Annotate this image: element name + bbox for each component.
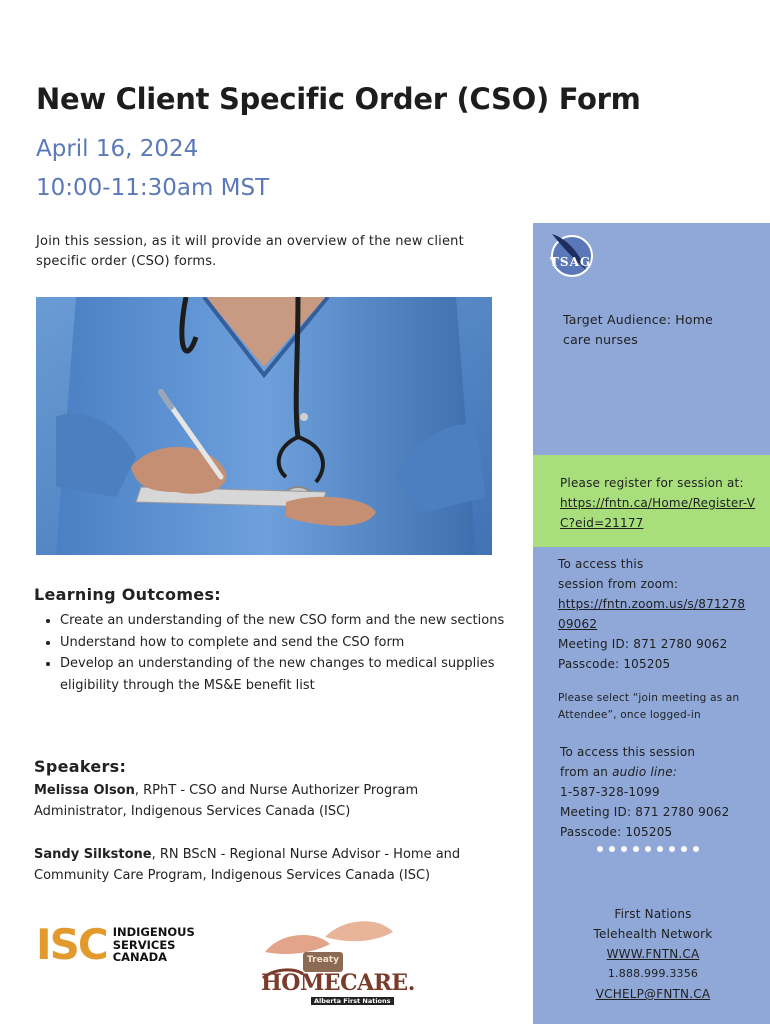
org-name-line1: First Nations xyxy=(614,907,692,921)
register-link[interactable]: https://fntn.ca/Home/Register-VC?eid=21177 xyxy=(560,496,756,530)
audio-info xyxy=(560,742,765,842)
zoom-meeting-id: Meeting ID: 871 2780 9062 xyxy=(558,637,728,651)
homecare-treaty-text: Treaty xyxy=(307,955,339,965)
zoom-passcode: Passcode: 105205 xyxy=(558,657,671,671)
isc-logo-line: CANADA xyxy=(112,950,168,965)
audio-phone: 1-587-328-1099 xyxy=(560,785,660,799)
speaker-name: Sandy Silkstone xyxy=(34,847,152,862)
registration-info xyxy=(560,473,760,533)
isc-logo-abbr: ISC xyxy=(36,920,107,969)
register-label: Please register for session at: xyxy=(560,476,744,490)
fntn-contact xyxy=(563,904,743,1004)
org-phone: 1.888.999.3356 xyxy=(607,967,699,980)
org-name-line2: Telehealth Network xyxy=(593,927,713,941)
session-time: 10:00-11:30am MST xyxy=(36,175,270,201)
tsag-logo xyxy=(540,228,604,278)
zoom-info xyxy=(558,554,763,674)
speaker-details: , RPhT - CSO and Nurse Authorizer Program Administrator, Indigenous Services Canada (ISC) xyxy=(34,783,419,819)
list-item: • Develop an understanding of the new changes to medical supplies eligibility through the MS&E benefit list xyxy=(60,653,530,696)
homecare-word: HOMECARE. xyxy=(261,970,415,996)
target-audience: Target Audience: Home care nurses xyxy=(563,312,714,347)
page-title: New Client Specific Order (CSO) Form xyxy=(36,82,641,116)
zoom-label: To access this session from zoom: xyxy=(558,557,679,591)
learning-outcomes-list xyxy=(34,610,530,696)
attendee-note: Please select “join meeting as an Attendee”, once logged-in xyxy=(558,692,740,721)
speaker-entry xyxy=(34,844,514,886)
learning-outcomes-heading: Learning Outcomes: xyxy=(34,585,221,604)
audio-label-em: audio line: xyxy=(612,765,678,779)
speakers-heading: Speakers: xyxy=(34,757,127,776)
audio-meeting-id: Meeting ID: 871 2780 9062 xyxy=(560,805,730,819)
isc-logo-line: SERVICES xyxy=(112,937,176,952)
audio-passcode: Passcode: 105205 xyxy=(560,825,673,839)
nurse-photo xyxy=(36,297,492,555)
dot-divider xyxy=(597,846,699,852)
homecare-subtitle: Alberta First Nations xyxy=(311,997,394,1005)
list-item: • Create an understanding of the new CSO form and the new sections xyxy=(60,610,530,632)
speaker-name: Melissa Olson xyxy=(34,783,135,798)
tsag-logo-text: TSAG xyxy=(550,255,592,269)
isc-logo-line: INDIGENOUS xyxy=(112,925,195,940)
homecare-logo xyxy=(255,912,415,1010)
speaker-details: , RN BScN - Regional Nurse Advisor - Home and Community Care Program, Indigenous Services Canada (ISC) xyxy=(34,847,461,883)
isc-logo xyxy=(34,914,206,976)
intro-text: Join this session, as it will provide an overview of the new client specific order (CSO) forms. xyxy=(36,234,464,269)
zoom-link[interactable]: https://fntn.zoom.us/s/87127809062 xyxy=(558,597,746,631)
list-item: • Understand how to complete and send the CSO form xyxy=(60,632,530,654)
audio-label: To access this session from an xyxy=(560,745,696,779)
session-date: April 16, 2024 xyxy=(36,136,199,162)
org-email-link[interactable]: VCHELP@FNTN.CA xyxy=(595,987,711,1001)
speaker-entry xyxy=(34,780,514,822)
org-website-link[interactable]: WWW.FNTN.CA xyxy=(606,947,700,961)
